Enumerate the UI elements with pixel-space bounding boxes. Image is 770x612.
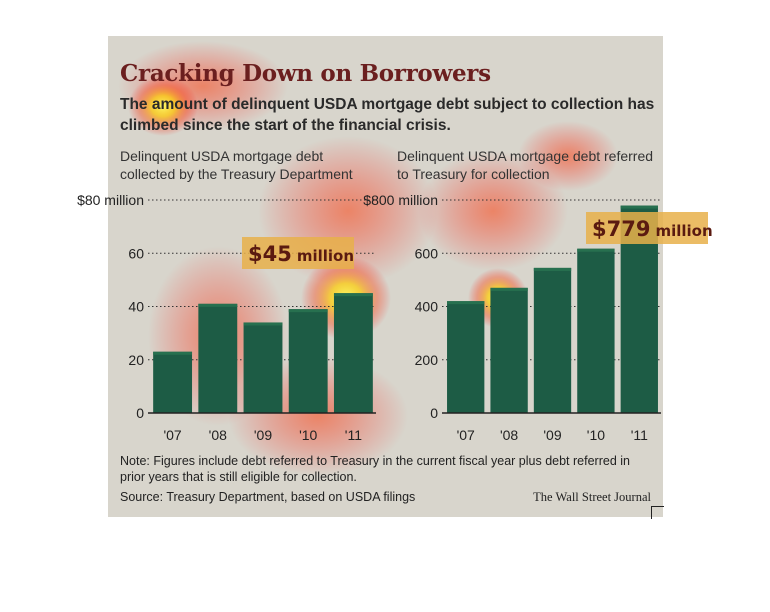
chart-card xyxy=(77,36,713,517)
left-xtick-label: '11 xyxy=(344,427,363,443)
left-bar-top xyxy=(244,322,283,325)
right-bar xyxy=(577,249,614,413)
left-bar-top xyxy=(198,304,237,307)
right-ytick-label: 200 xyxy=(414,351,438,368)
right-bar-top xyxy=(490,288,527,291)
right-bar-top xyxy=(577,249,614,252)
right-bar-top xyxy=(621,206,658,209)
right-xtick-label: '11 xyxy=(630,427,648,443)
right-bar xyxy=(447,301,484,413)
right-xtick-label: '09 xyxy=(543,427,562,443)
chart-title: Cracking Down on Borrowers xyxy=(120,60,491,87)
right-xtick-label: '07 xyxy=(456,427,475,443)
left-bar-chart xyxy=(77,181,386,451)
right-xtick-label: '08 xyxy=(499,427,519,443)
right-callout-amount: $779 xyxy=(592,217,651,241)
right-ytick-label: 0 xyxy=(430,405,438,421)
left-ytick-label: 40 xyxy=(128,298,144,315)
corner-mark xyxy=(651,506,664,519)
right-ytick-label: $800 million xyxy=(363,192,438,208)
left-bar xyxy=(198,304,237,413)
right-ytick-label: 400 xyxy=(414,298,438,315)
left-ytick-label: 60 xyxy=(128,245,144,262)
left-bar-top xyxy=(334,293,373,296)
left-bar-top xyxy=(289,309,328,312)
left-xtick-label: '09 xyxy=(253,427,273,443)
left-xtick-label: '10 xyxy=(299,427,318,443)
right-bar xyxy=(490,288,527,413)
left-callout-amount: $45 xyxy=(248,242,292,266)
left-ytick-label: $80 million xyxy=(77,192,144,208)
right-bar-chart xyxy=(363,181,713,451)
source-line: Source: Treasury Department, based on USDA filings xyxy=(120,490,416,504)
right-xtick-label: '10 xyxy=(586,427,606,443)
right-callout-unit: million xyxy=(655,222,713,240)
left-ytick-label: 0 xyxy=(136,405,144,421)
right-bar-top xyxy=(534,268,571,271)
left-xtick-label: '07 xyxy=(163,427,182,443)
left-callout-unit: million xyxy=(296,247,355,265)
left-ytick-label: 20 xyxy=(128,351,144,368)
right-ytick-label: 600 xyxy=(414,245,438,262)
left-chart-subtitle: Delinquent USDA mortgage debt collected by the Treasury Department xyxy=(120,148,353,182)
left-bar xyxy=(334,293,373,413)
left-xtick-label: '08 xyxy=(208,427,227,443)
left-bar xyxy=(244,322,283,413)
chart-subtitle: The amount of delinquent USDA mortgage debt subject to collection has climbed since the start of the financial crisis. xyxy=(120,96,655,134)
right-chart-subtitle: Delinquent USDA mortgage debt referred to Treasury for collection xyxy=(397,148,654,182)
left-bar xyxy=(153,352,192,413)
left-bar-top xyxy=(153,352,192,355)
chart-note: Note: Figures include debt referred to Treasury in the current fiscal year plus debt referred in prior years that is still eligible for collection. xyxy=(120,454,630,484)
publisher-credit: The Wall Street Journal xyxy=(533,490,651,504)
left-bar xyxy=(289,309,328,413)
right-bar-top xyxy=(447,301,484,304)
right-bar xyxy=(534,268,571,413)
